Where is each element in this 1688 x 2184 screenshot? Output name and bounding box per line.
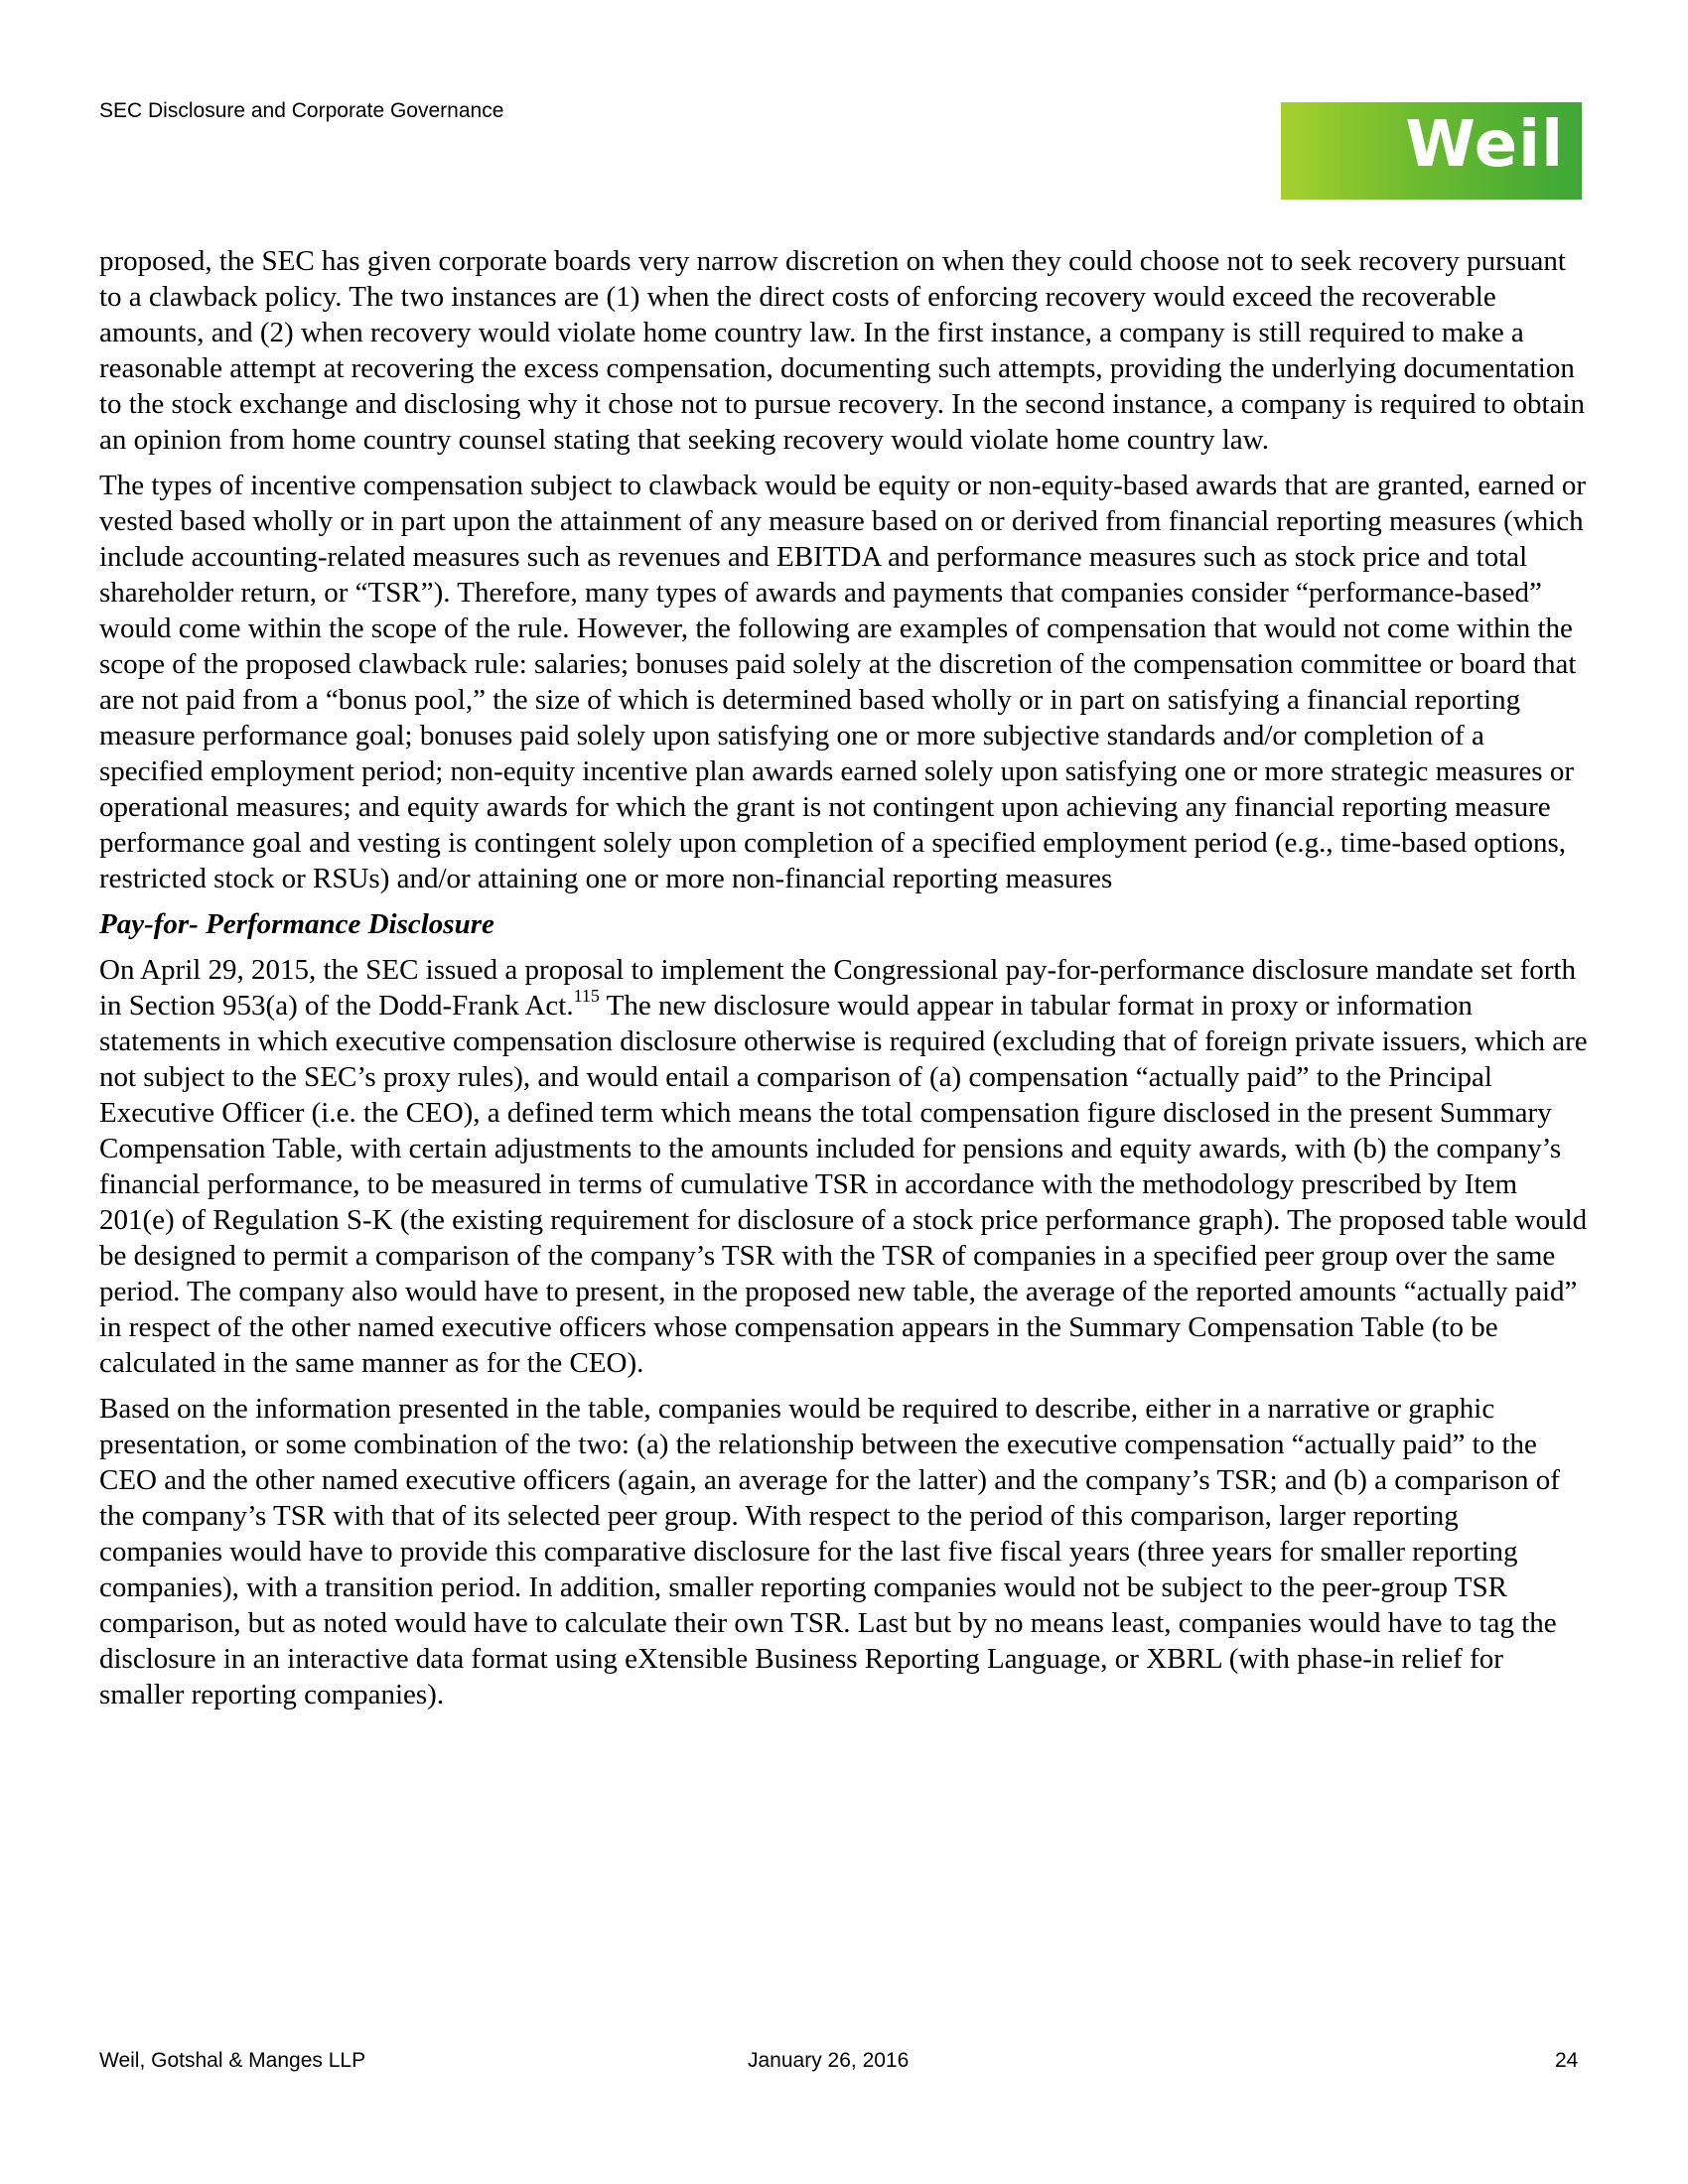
paragraph-text: The new disclosure would appear in tabular format in proxy or information statements in which executive compensation disclosure otherwise is required (excluding that of foreign private issuers, which are not subject to the SEC’s proxy rules), and would entail a comparison of (a) compensation “actually paid” to the Principal Executive Officer (i.e. the CEO), a defined term which means the total compensation figure disclosed in the present Summary Compensation Table, with certain adjustments to the amounts included for pensions and equity awards, with (b) the company’s financial performance, to be measured in terms of cumulative TSR in accordance with the methodology prescribed by Item 201(e) of Regulation S-K (the existing requirement for disclosure of a stock price performance graph). The proposed table would be designed to permit a comparison of the company’s TSR with the TSR of companies in a specified peer group over the same period. The company also would have to present, in the proposed new table, the average of the reported amounts “actually paid” in respect of the other named executive officers whose compensation appears in the Summary Compensation Table (to be calculated in the same manner as for the CEO). <box>99 990 1588 1379</box>
section-heading: Pay-for- Performance Disclosure <box>99 908 494 940</box>
paragraph: proposed, the SEC has given corporate boards very narrow discretion on when they could choose not to seek recovery pursuant to a clawback policy. The two instances are (1) when the direct costs of enforcing recovery would exceed the recoverable amounts, and (2) when recovery would violate home country law. In the first instance, a company is still required to make a reasonable attempt at recovering the excess compensation, documenting such attempts, providing the underlying documentation to the stock exchange and disclosing why it chose not to pursue recovery. In the second instance, a company is required to obtain an opinion from home country counsel stating that seeking recovery would violate home country law. <box>99 245 1586 456</box>
document-body <box>99 243 1589 1722</box>
paragraph <box>99 952 1589 1381</box>
logo-text: Weil <box>1405 108 1564 182</box>
document-header-title: SEC Disclosure and Corporate Governance <box>99 99 504 122</box>
paragraph: Based on the information presented in the table, companies would be required to describe, either in a narrative or graphic presentation, or some combination of the two: (a) the relationship between the executive compensation “actually paid” to the CEO and the other named executive officers (again, an average for the latter) and the company’s TSR; and (b) a comparison of the company’s TSR with that of its selected peer group. With respect to the period of this comparison, larger reporting companies would have to provide this comparative disclosure for the last five fiscal years (three years for smaller reporting companies), with a transition period. In addition, smaller reporting companies would not be subject to the peer-group TSR comparison, but as noted would have to calculate their own TSR. Last but by no means least, companies would have to tag the disclosure in an interactive data format using eXtensible Business Reporting Language, or XBRL (with phase-in relief for smaller reporting companies). <box>99 1393 1560 1710</box>
footnote-reference[interactable]: 115 <box>573 986 600 1007</box>
footer-firm-name: Weil, Gotshal & Manges LLP <box>99 2049 366 2072</box>
footer-date: January 26, 2016 <box>748 2049 910 2072</box>
page-number: 24 <box>1555 2049 1579 2072</box>
weil-logo <box>1281 102 1582 200</box>
paragraph: The types of incentive compensation subject to clawback would be equity or non-equity-based awards that are granted, earned or vested based wholly or in part upon the attainment of any measure based on or derived from financial reporting measures (which include accounting-related measures such as revenues and EBITDA and performance measures such as stock price and total shareholder return, or “TSR”). Therefore, many types of awards and payments that companies consider “performance-based” would come within the scope of the rule. However, the following are examples of compensation that would not come within the scope of the proposed clawback rule: salaries; bonuses paid solely at the discretion of the compensation committee or board that are not paid from a “bonus pool,” the size of which is determined based wholly or in part on satisfying a financial reporting measure performance goal; bonuses paid solely upon satisfying one or more subjective standards and/or completion of a specified employment period; non-equity incentive plan awards earned solely upon satisfying one or more strategic measures or operational measures; and equity awards for which the grant is not contingent upon achieving any financial reporting measure performance goal and vesting is contingent solely upon completion of a specified employment period (e.g., time-based options, restricted stock or RSUs) and/or attaining one or more non-financial reporting measures <box>99 470 1586 894</box>
paragraph-text: On April 29, 2015, the SEC issued a proposal to implement the Congressional pay-for-performance disclosure mandate set forth in Section 953(a) of the Dodd-Frank Act. <box>99 954 1576 1022</box>
